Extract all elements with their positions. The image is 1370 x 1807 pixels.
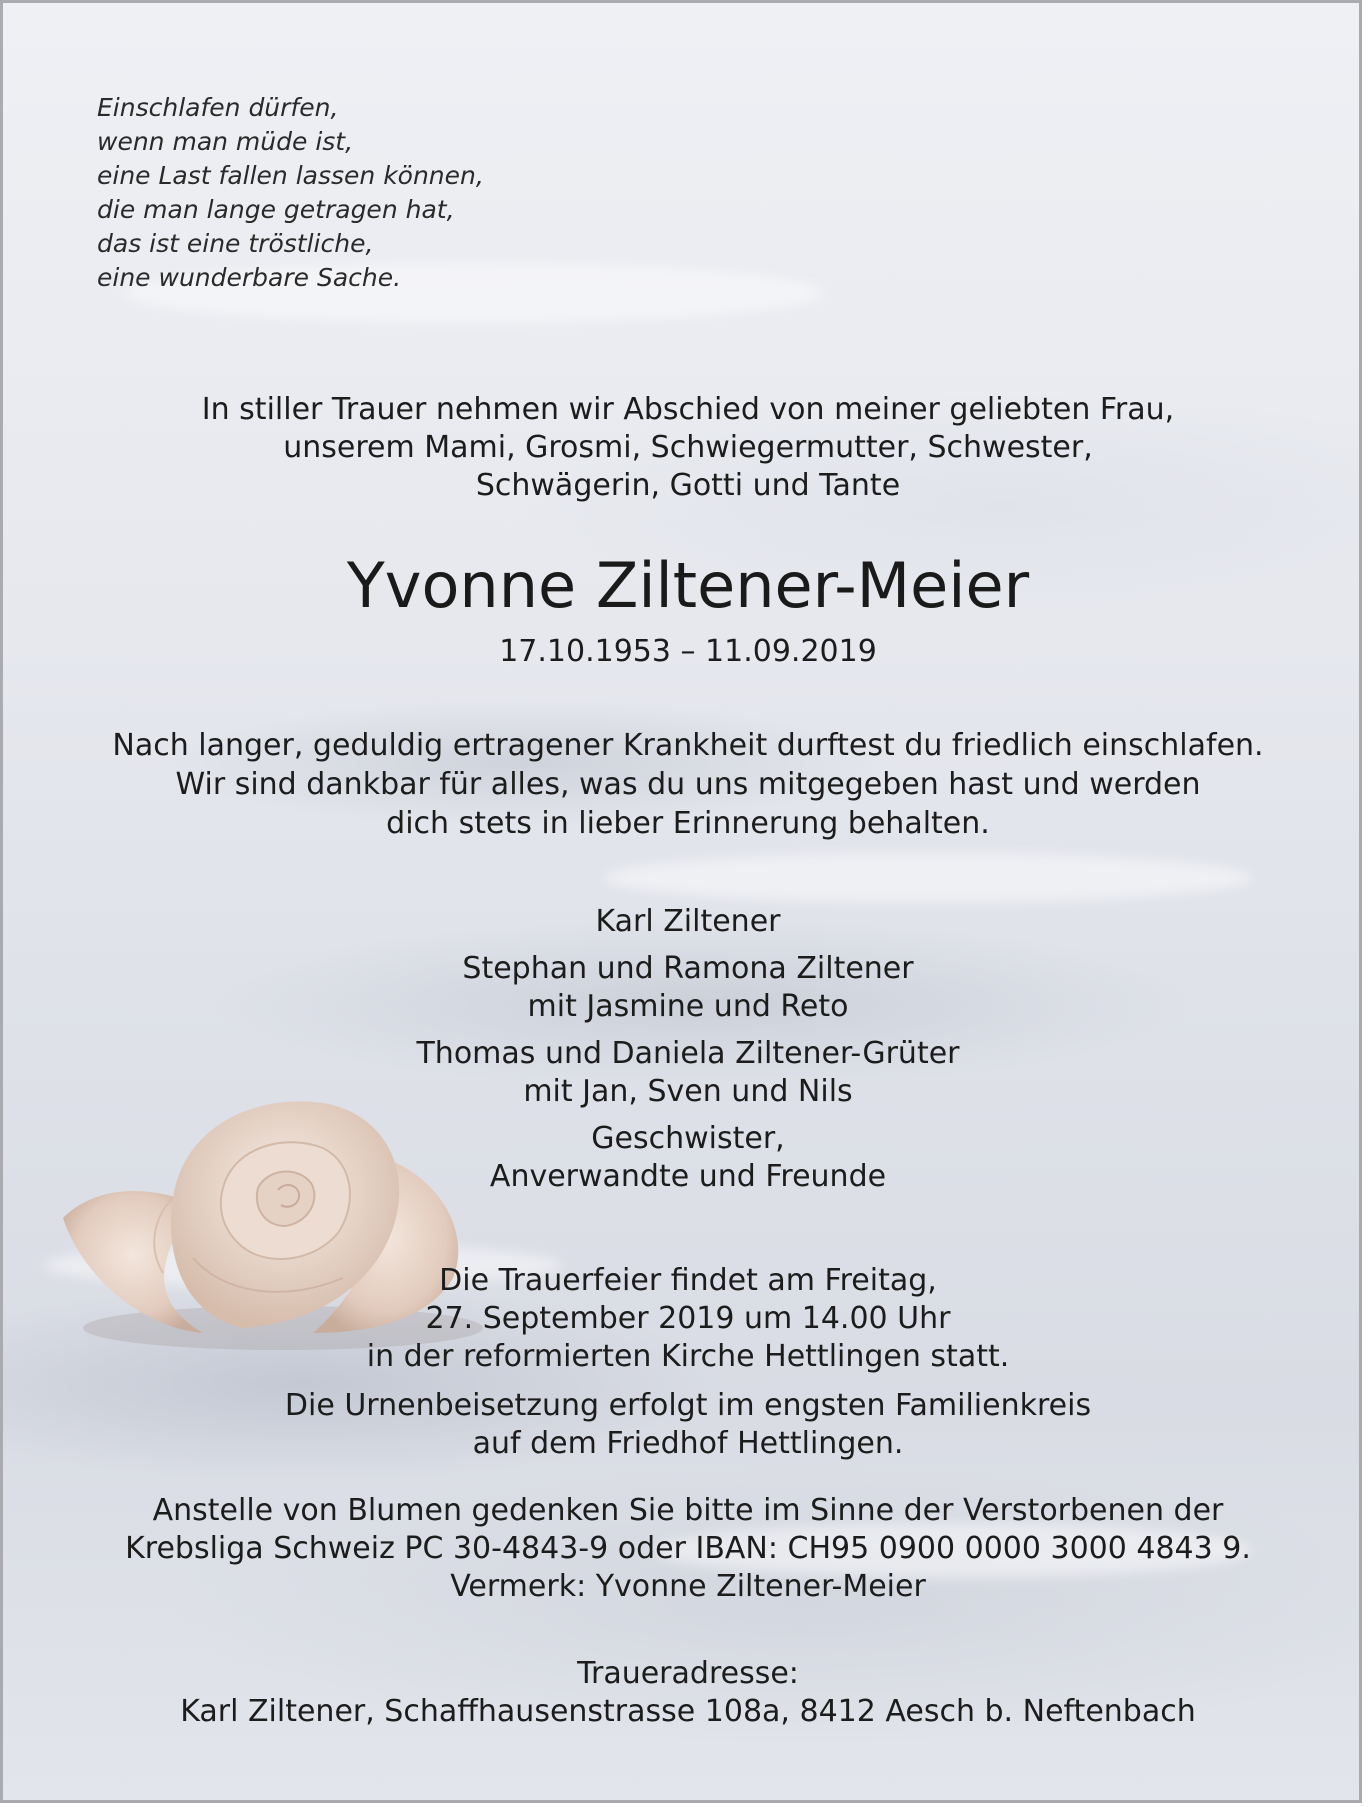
donation-line: Krebsliga Schweiz PC 30-4843-9 oder IBAN: CH95 0900 0000 3000 4843 9.	[125, 1531, 1251, 1566]
message-text	[3, 726, 1362, 843]
family-line: mit Jasmine und Reto	[527, 989, 849, 1024]
life-dates: 17.10.1953 – 11.09.2019	[499, 634, 877, 669]
intro-text	[3, 391, 1362, 505]
poem	[97, 91, 484, 295]
poem-line: die man lange getragen hat,	[97, 195, 455, 224]
intro-line: In stiller Trauer nehmen wir Abschied von meiner geliebten Frau,	[201, 392, 1175, 427]
ceremony-info	[3, 1262, 1362, 1376]
ceremony-line: Die Trauerfeier findet am Freitag,	[439, 1263, 937, 1298]
ceremony-line: 27. September 2019 um 14.00 Uhr	[425, 1301, 951, 1336]
poem-line: Einschlafen dürfen,	[97, 93, 339, 122]
family-line: Karl Ziltener	[595, 904, 781, 939]
ceremony-line: in der reformierten Kirche Hettlingen statt.	[366, 1339, 1010, 1374]
burial-info	[3, 1387, 1362, 1463]
family-line: Geschwister,	[591, 1121, 785, 1156]
mourning-address	[3, 1655, 1362, 1731]
family-group	[3, 1120, 1362, 1196]
family-list	[3, 903, 1362, 1205]
donation-info	[3, 1492, 1362, 1606]
family-line: Stephan und Ramona Ziltener	[462, 951, 914, 986]
burial-line: auf dem Friedhof Hettlingen.	[472, 1426, 904, 1461]
message-line: Nach langer, geduldig ertragener Krankheit durftest du friedlich einschlafen.	[112, 728, 1264, 763]
poem-line: wenn man müde ist,	[97, 127, 354, 156]
family-line: mit Jan, Sven und Nils	[523, 1074, 853, 1109]
poem-line: eine Last fallen lassen können,	[97, 161, 484, 190]
deceased-name: Yvonne Ziltener-Meier	[346, 549, 1030, 622]
address-label: Traueradresse:	[577, 1656, 799, 1691]
message-line: dich stets in lieber Erinnerung behalten.	[386, 806, 990, 841]
water-highlight	[603, 853, 1253, 903]
intro-line: Schwägerin, Gotti und Tante	[475, 468, 901, 503]
poem-line: eine wunderbare Sache.	[97, 263, 402, 292]
family-group	[3, 1035, 1362, 1111]
poem-line: das ist eine tröstliche,	[97, 229, 374, 258]
donation-line: Vermerk: Yvonne Ziltener-Meier	[450, 1569, 926, 1604]
intro-line: unserem Mami, Grosmi, Schwiegermutter, Schwester,	[283, 430, 1093, 465]
family-group	[3, 950, 1362, 1026]
address-value: Karl Ziltener, Schaffhausenstrasse 108a, 8412 Aesch b. Neftenbach	[180, 1694, 1196, 1729]
message-line: Wir sind dankbar für alles, was du uns mitgegeben hast und werden	[175, 767, 1201, 802]
donation-line: Anstelle von Blumen gedenken Sie bitte im Sinne der Verstorbenen der	[152, 1493, 1224, 1528]
burial-line: Die Urnenbeisetzung erfolgt im engsten Familienkreis	[284, 1388, 1092, 1423]
family-line: Thomas und Daniela Ziltener-Grüter	[416, 1036, 960, 1071]
family-line: Anverwandte und Freunde	[489, 1159, 887, 1194]
family-group	[3, 903, 1362, 941]
